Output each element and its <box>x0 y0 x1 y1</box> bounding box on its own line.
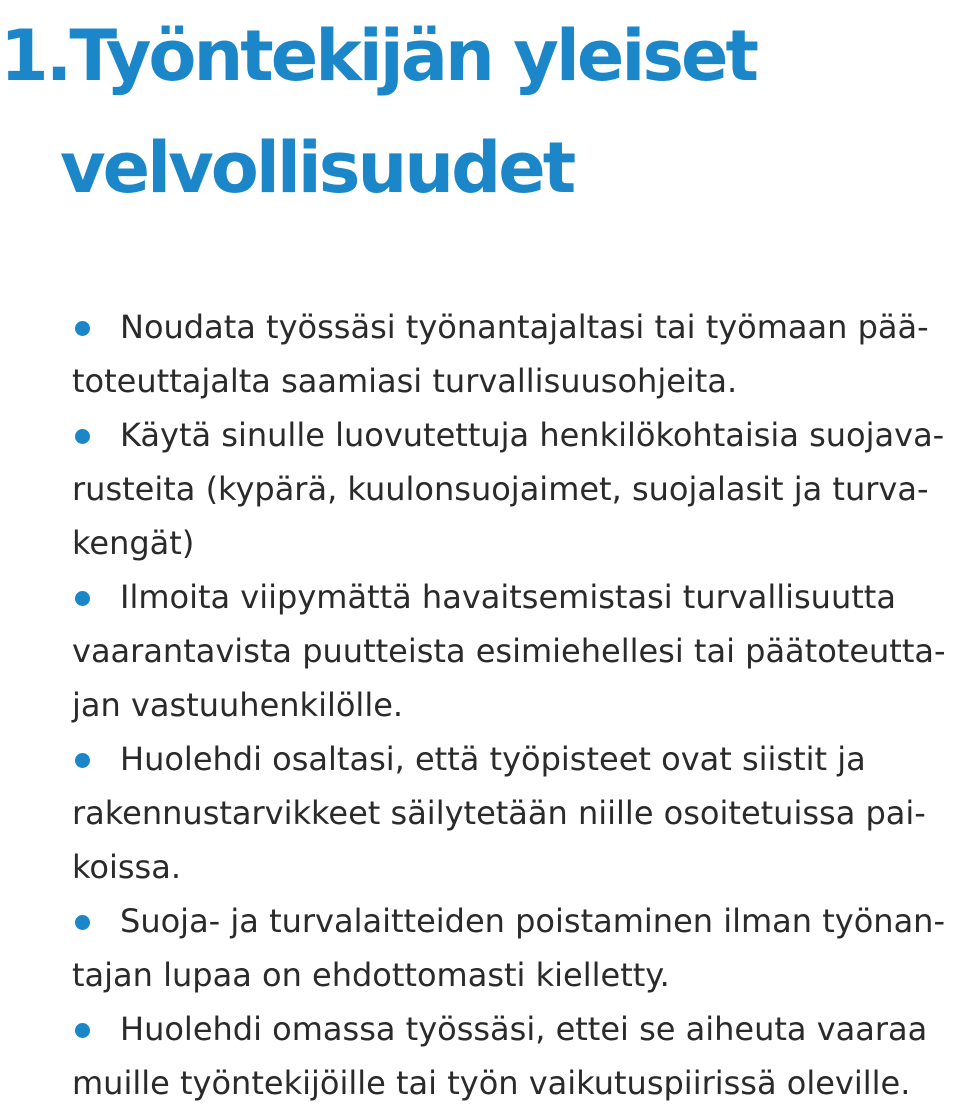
bullet-icon <box>75 753 90 768</box>
item-line: Noudata työssäsi työnantajaltasi tai työmaan pää- <box>120 308 929 346</box>
item-line: vaarantavista puutteista esimiehellesi tai päätoteutta- <box>72 632 946 670</box>
title-line-1 <box>0 0 756 112</box>
list-item <box>0 1002 955 1110</box>
list-item <box>0 732 955 894</box>
list-item <box>0 894 955 1002</box>
item-line: Suoja- ja turvalaitteiden poistaminen ilman työnan- <box>120 902 945 940</box>
item-line: toteuttajalta saamiasi turvallisuusohjeita. <box>72 362 738 400</box>
bullet-icon <box>75 321 90 336</box>
bullet-icon <box>75 591 90 606</box>
item-line: rakennustarvikkeet säilytetään niille osoitetuissa pai- <box>72 794 926 832</box>
item-line: rusteita (kypärä, kuulonsuojaimet, suojalasit ja turva- <box>72 470 929 508</box>
bullet-icon <box>75 429 90 444</box>
bullet-icon <box>75 915 90 930</box>
bullet-icon <box>75 1023 90 1038</box>
item-line: Ilmoita viipymättä havaitsemistasi turvallisuutta <box>120 578 896 616</box>
item-line: tajan lupaa on ehdottomasti kielletty. <box>72 956 670 994</box>
item-line: jan vastuuhenkilölle. <box>72 686 404 724</box>
item-line: Käytä sinulle luovutettuja henkilökohtaisia suojava- <box>120 416 945 454</box>
section-number: 1. <box>0 15 70 97</box>
list-item <box>0 570 955 732</box>
list-item <box>0 408 955 570</box>
item-line: kengät) <box>72 524 195 562</box>
item-line: Huolehdi osaltasi, että työpisteet ovat siistit ja <box>120 740 866 778</box>
title-text-1: Työntekijän yleiset <box>69 15 756 97</box>
item-line: Huolehdi omassa työssäsi, ettei se aiheuta vaaraa <box>120 1010 928 1048</box>
title-line-2: velvollisuudet <box>60 127 574 209</box>
page-title <box>0 0 756 224</box>
item-line: muille työntekijöille tai työn vaikutuspiirissä oleville. <box>72 1064 911 1102</box>
item-line: koissa. <box>72 848 181 886</box>
list-item <box>0 300 955 408</box>
duties-list <box>0 300 955 1110</box>
